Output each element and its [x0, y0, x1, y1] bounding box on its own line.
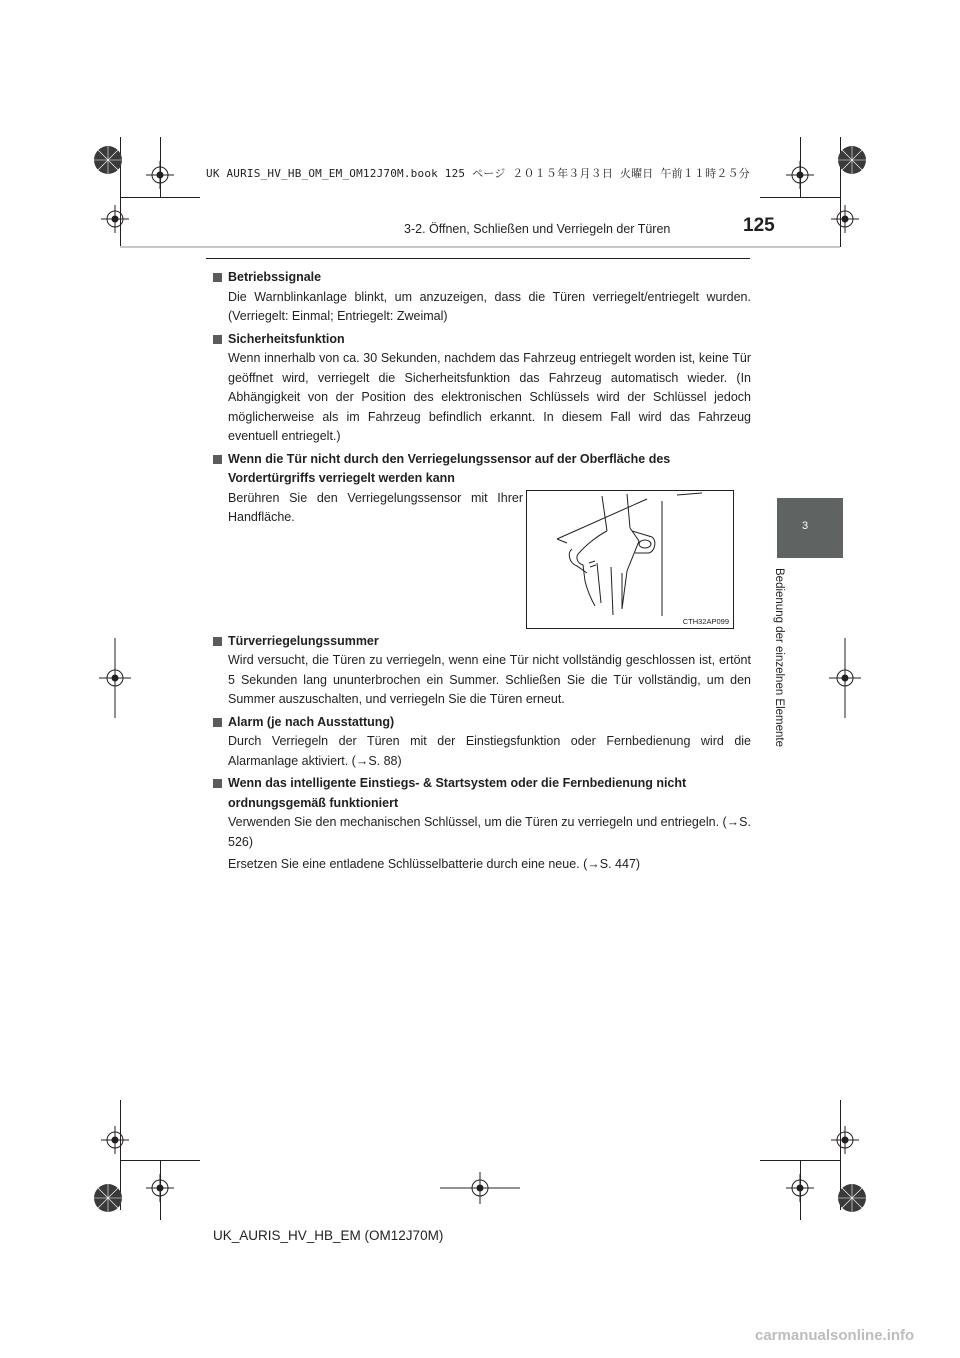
item-heading: Wenn die Tür nicht durch den Verriegelungssensor auf der Oberfläche des Vordertürgriffs verriegelt werden kann: [213, 450, 751, 489]
watermark[interactable]: carmanualsonline.info: [755, 1327, 915, 1344]
item-paragraph: Berühren Sie den Verriegelungssensor mit Ihrer Handfläche.: [228, 490, 523, 524]
item-paragraph: Ersetzen Sie eine entladene Schlüsselbatterie durch eine neue. (→S. 447): [228, 857, 641, 871]
header-rule: [206, 258, 750, 259]
door-handle-illustration: [526, 490, 734, 629]
item-paragraph: Verwenden Sie den mechanischen Schlüssel, um die Türen zu verriegeln und entriegeln. (→S. 526): [228, 815, 751, 849]
hand-on-door-handle-icon: [527, 491, 733, 628]
item-heading: Türverriegelungssummer: [213, 632, 751, 652]
item-paragraph: Durch Verriegeln der Türen mit der Einstiegsfunktion oder Fernbedienung wird die Alarmanlage aktiviert. (→S. 88): [228, 734, 751, 768]
item-heading: Alarm (je nach Ausstattung): [213, 713, 751, 733]
item-tuerverriegelungssummer: [213, 632, 751, 710]
book-file-info: UK AURIS_HV_HB_OM_EM_OM12J70M.book 125 ページ ２０１５年３月３日 火曜日 午前１１時２５分: [206, 167, 750, 180]
square-bullet-icon: [213, 718, 222, 727]
page-number: 125: [743, 215, 775, 236]
square-bullet-icon: [213, 273, 222, 282]
item-betriebssignale: [213, 268, 751, 327]
item-alarm: [213, 713, 751, 772]
item-sicherheitsfunktion: [213, 330, 751, 447]
item-fernbedienung: [213, 774, 751, 875]
item-paragraph: Die Warnblinkanlage blinkt, um anzuzeigen, dass die Türen verriegelt/entriegelt wurden. (Verriegelt: Einmal; Entriegelt: Zweimal): [228, 289, 751, 323]
footer-model-code: UK_AURIS_HV_HB_EM (OM12J70M): [213, 1228, 444, 1243]
section-title: 3-2. Öffnen, Schließen und Verriegeln der Türen: [404, 222, 671, 236]
item-heading: Wenn das intelligente Einstiegs- & Startsystem oder die Fernbedienung nicht ordnungsgemäß funktioniert: [213, 774, 751, 813]
square-bullet-icon: [213, 455, 222, 464]
item-heading: Betriebssignale: [213, 268, 751, 288]
square-bullet-icon: [213, 779, 222, 788]
chapter-side-title: Bedienung der einzelnen Elemente: [773, 568, 785, 748]
square-bullet-icon: [213, 637, 222, 646]
chapter-number: 3: [802, 520, 809, 532]
square-bullet-icon: [213, 335, 222, 344]
figure-code: CTH32AP099: [682, 617, 729, 626]
header-grey-rule: [120, 246, 840, 248]
item-paragraph: Wenn innerhalb von ca. 30 Sekunden, nachdem das Fahrzeug entriegelt worden ist, keine Tür geöffnet wird, verriegelt die Sicherheitsfunktion das Fahrzeug automatisch wieder. (In Abhängigkeit von der Position des elektronischen Schlüssels wird der Schlüssel jedoch möglicherweise als im Fahrzeug befindlich erkannt. In diesem Fall wird das Fahrzeug eventuell entriegelt.): [228, 351, 751, 443]
item-paragraph: Wird versucht, die Türen zu verriegeln, wenn eine Tür nicht vollständig geschlossen ist, ertönt 5 Sekunden lang ununterbrochen ein Summer. Schließen Sie die Tür vollständig, um den Summer auszuschalten, und verriegeln Sie die Türen erneut.: [228, 653, 751, 706]
item-heading: Sicherheitsfunktion: [213, 330, 751, 350]
chapter-tab: [777, 498, 843, 558]
